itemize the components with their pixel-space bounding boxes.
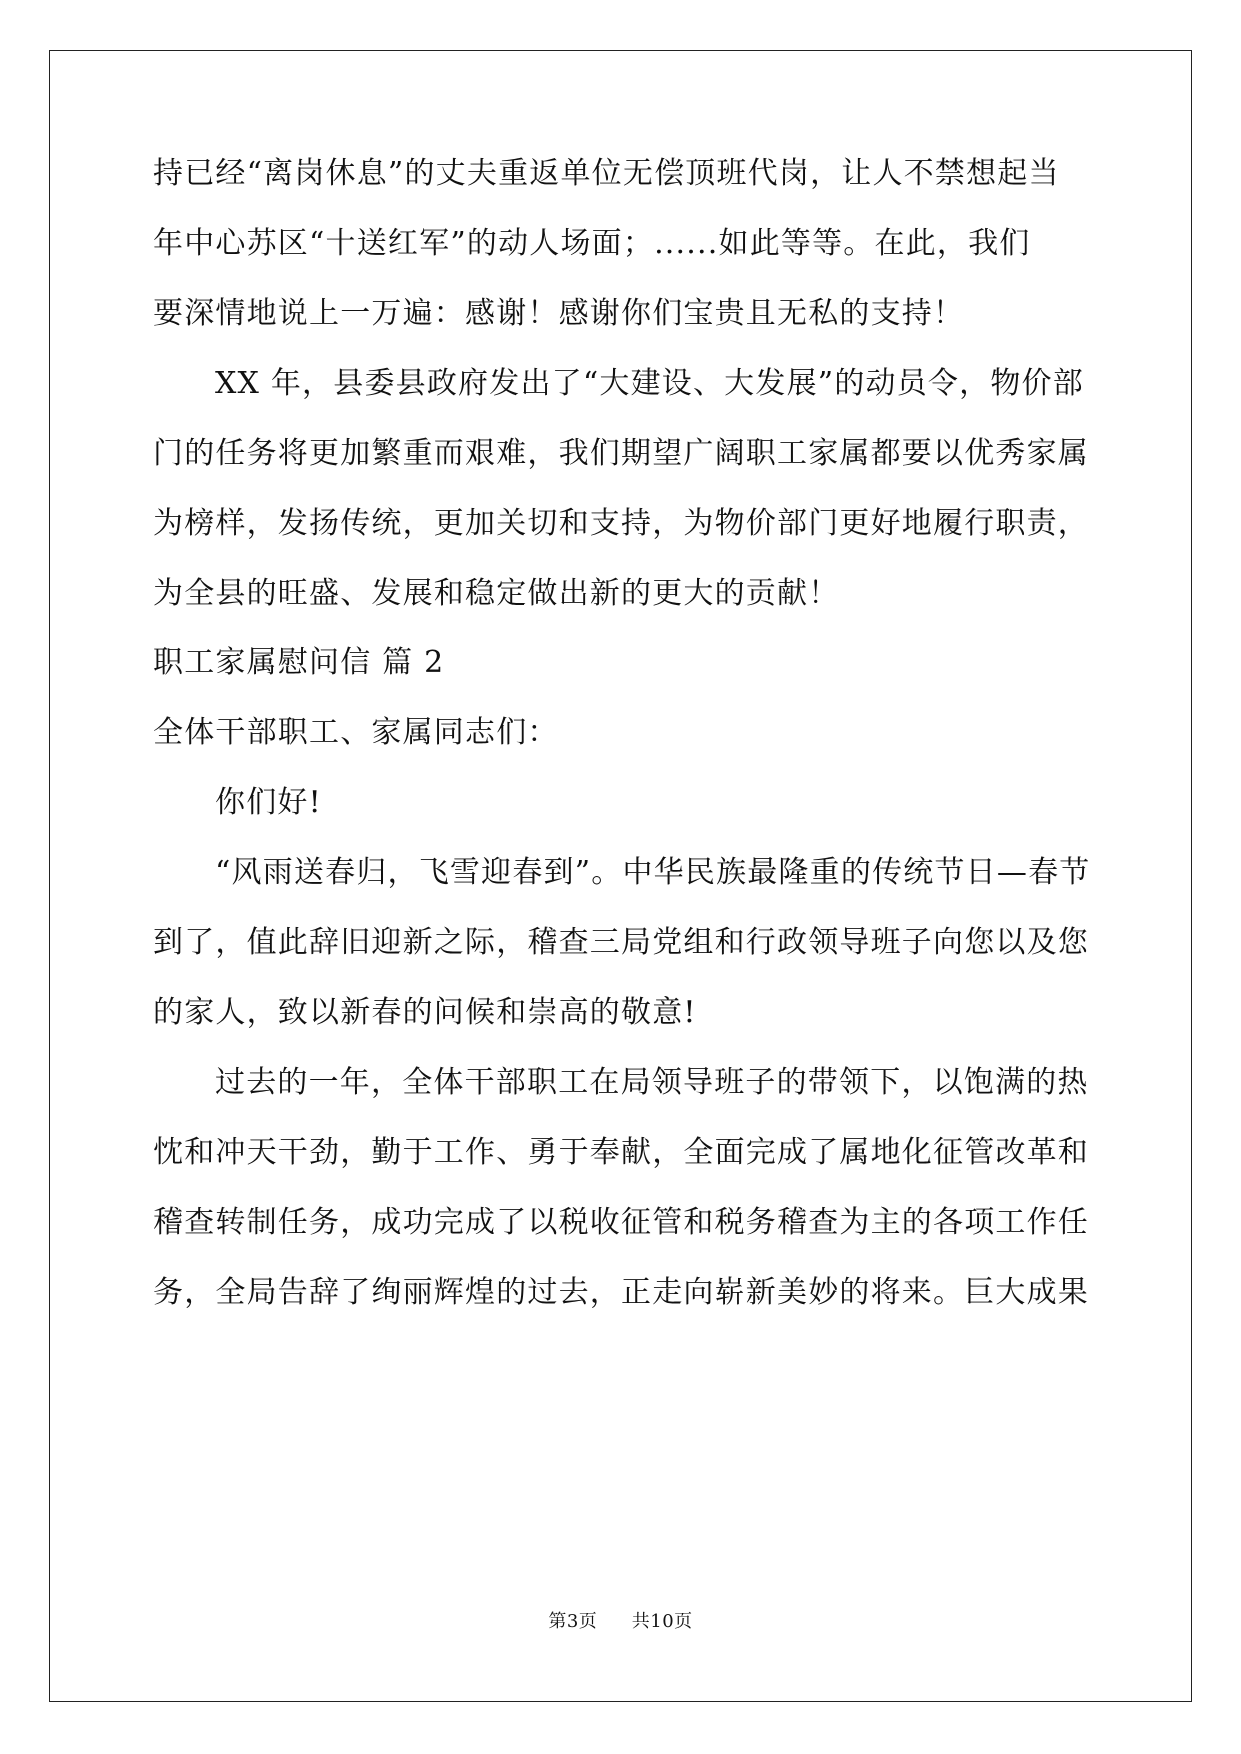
paragraph-line: “风雨送春归，飞雪迎春到”。中华民族最隆重的传统节日—春节 — [215, 855, 1091, 890]
paragraph-line: 持已经“离岗休息”的丈夫重返单位无偿顶班代岗，让人不禁想起当 — [153, 156, 1060, 191]
page-number: 第3页 — [548, 1611, 598, 1632]
paragraph-line: 要深情地说上一万遍：感谢！感谢你们宝贵且无私的支持！ — [153, 296, 965, 331]
paragraph-line: 到了，值此辞旧迎新之际，稽查三局党组和行政领导班子向您以及您 — [153, 925, 1089, 960]
greeting: 你们好! — [215, 785, 322, 820]
paragraph-line: 年中心苏区“十送红军”的动人场面；......如此等等。在此，我们 — [153, 226, 1031, 261]
paragraph-line: 为全县的旺盛、发展和稳定做出新的更大的贡献！ — [153, 576, 840, 611]
paragraph-line: 稽查转制任务，成功完成了以税收征管和税务稽查为主的各项工作任 — [153, 1205, 1089, 1240]
paragraph-line: 为榜样，发扬传统，更加关切和支持，为物价部门更好地履行职责， — [153, 506, 1089, 541]
paragraph-line: XX 年，县委县政府发出了“大建设、大发展”的动员令，物价部 — [215, 366, 1084, 401]
page-total: 共10页 — [631, 1611, 693, 1632]
paragraph-line: 的家人，致以新春的问候和崇高的敬意! — [153, 995, 697, 1030]
paragraph-line: 过去的一年，全体干部职工在局领导班子的带领下，以饱满的热 — [215, 1065, 1089, 1100]
paragraph-line: 务，全局告辞了绚丽辉煌的过去，正走向崭新美妙的将来。巨大成果 — [153, 1275, 1089, 1310]
paragraph-line: 门的任务将更加繁重而艰难，我们期望广阔职工家属都要以优秀家属 — [153, 436, 1089, 471]
salutation: 全体干部职工、家属同志们： — [153, 715, 559, 750]
page-footer — [0, 1610, 1241, 1634]
paragraph-line: 忱和冲天干劲，勤于工作、勇于奉献，全面完成了属地化征管改革和 — [153, 1135, 1089, 1170]
section-heading: 职工家属慰问信 篇 2 — [153, 645, 445, 680]
